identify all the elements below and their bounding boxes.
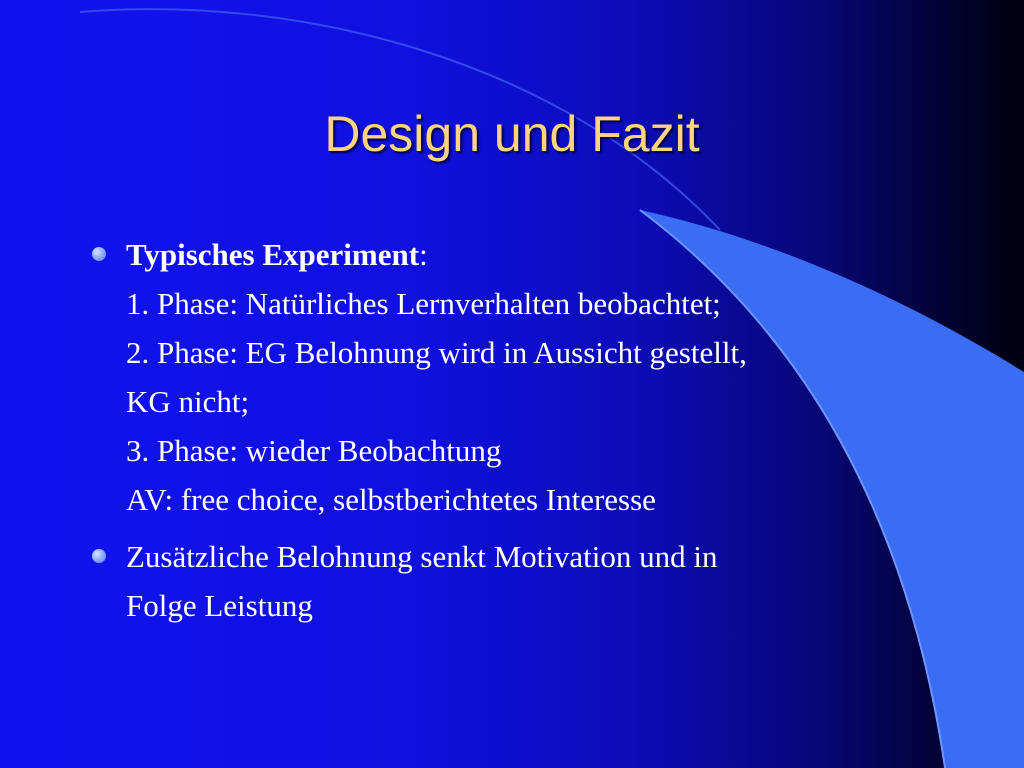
bullet-heading-suffix: :	[419, 237, 428, 272]
bullet-line: 3. Phase: wieder Beobachtung	[126, 433, 502, 468]
bullet-item-typisches-experiment	[88, 230, 928, 524]
bullet-line: Folge Leistung	[126, 588, 313, 623]
slide-title: Design und Fazit	[324, 106, 700, 162]
bullet-icon	[92, 247, 106, 261]
bullet-line: Zusätzliche Belohnung senkt Motivation und in	[126, 539, 718, 574]
bullet-icon	[92, 549, 106, 563]
bullet-line: KG nicht;	[126, 384, 250, 419]
bullet-list	[88, 230, 928, 638]
bullet-line: AV: free choice, selbstberichtetes Interesse	[126, 482, 656, 517]
bullet-item-zusaetzliche-belohnung	[88, 532, 928, 630]
bullet-line: 1. Phase: Natürliches Lernverhalten beobachtet;	[126, 286, 721, 321]
bullet-line: 2. Phase: EG Belohnung wird in Aussicht gestellt,	[126, 335, 747, 370]
bullet-heading-line	[126, 230, 928, 279]
bullet-heading: Typisches Experiment	[126, 237, 420, 272]
